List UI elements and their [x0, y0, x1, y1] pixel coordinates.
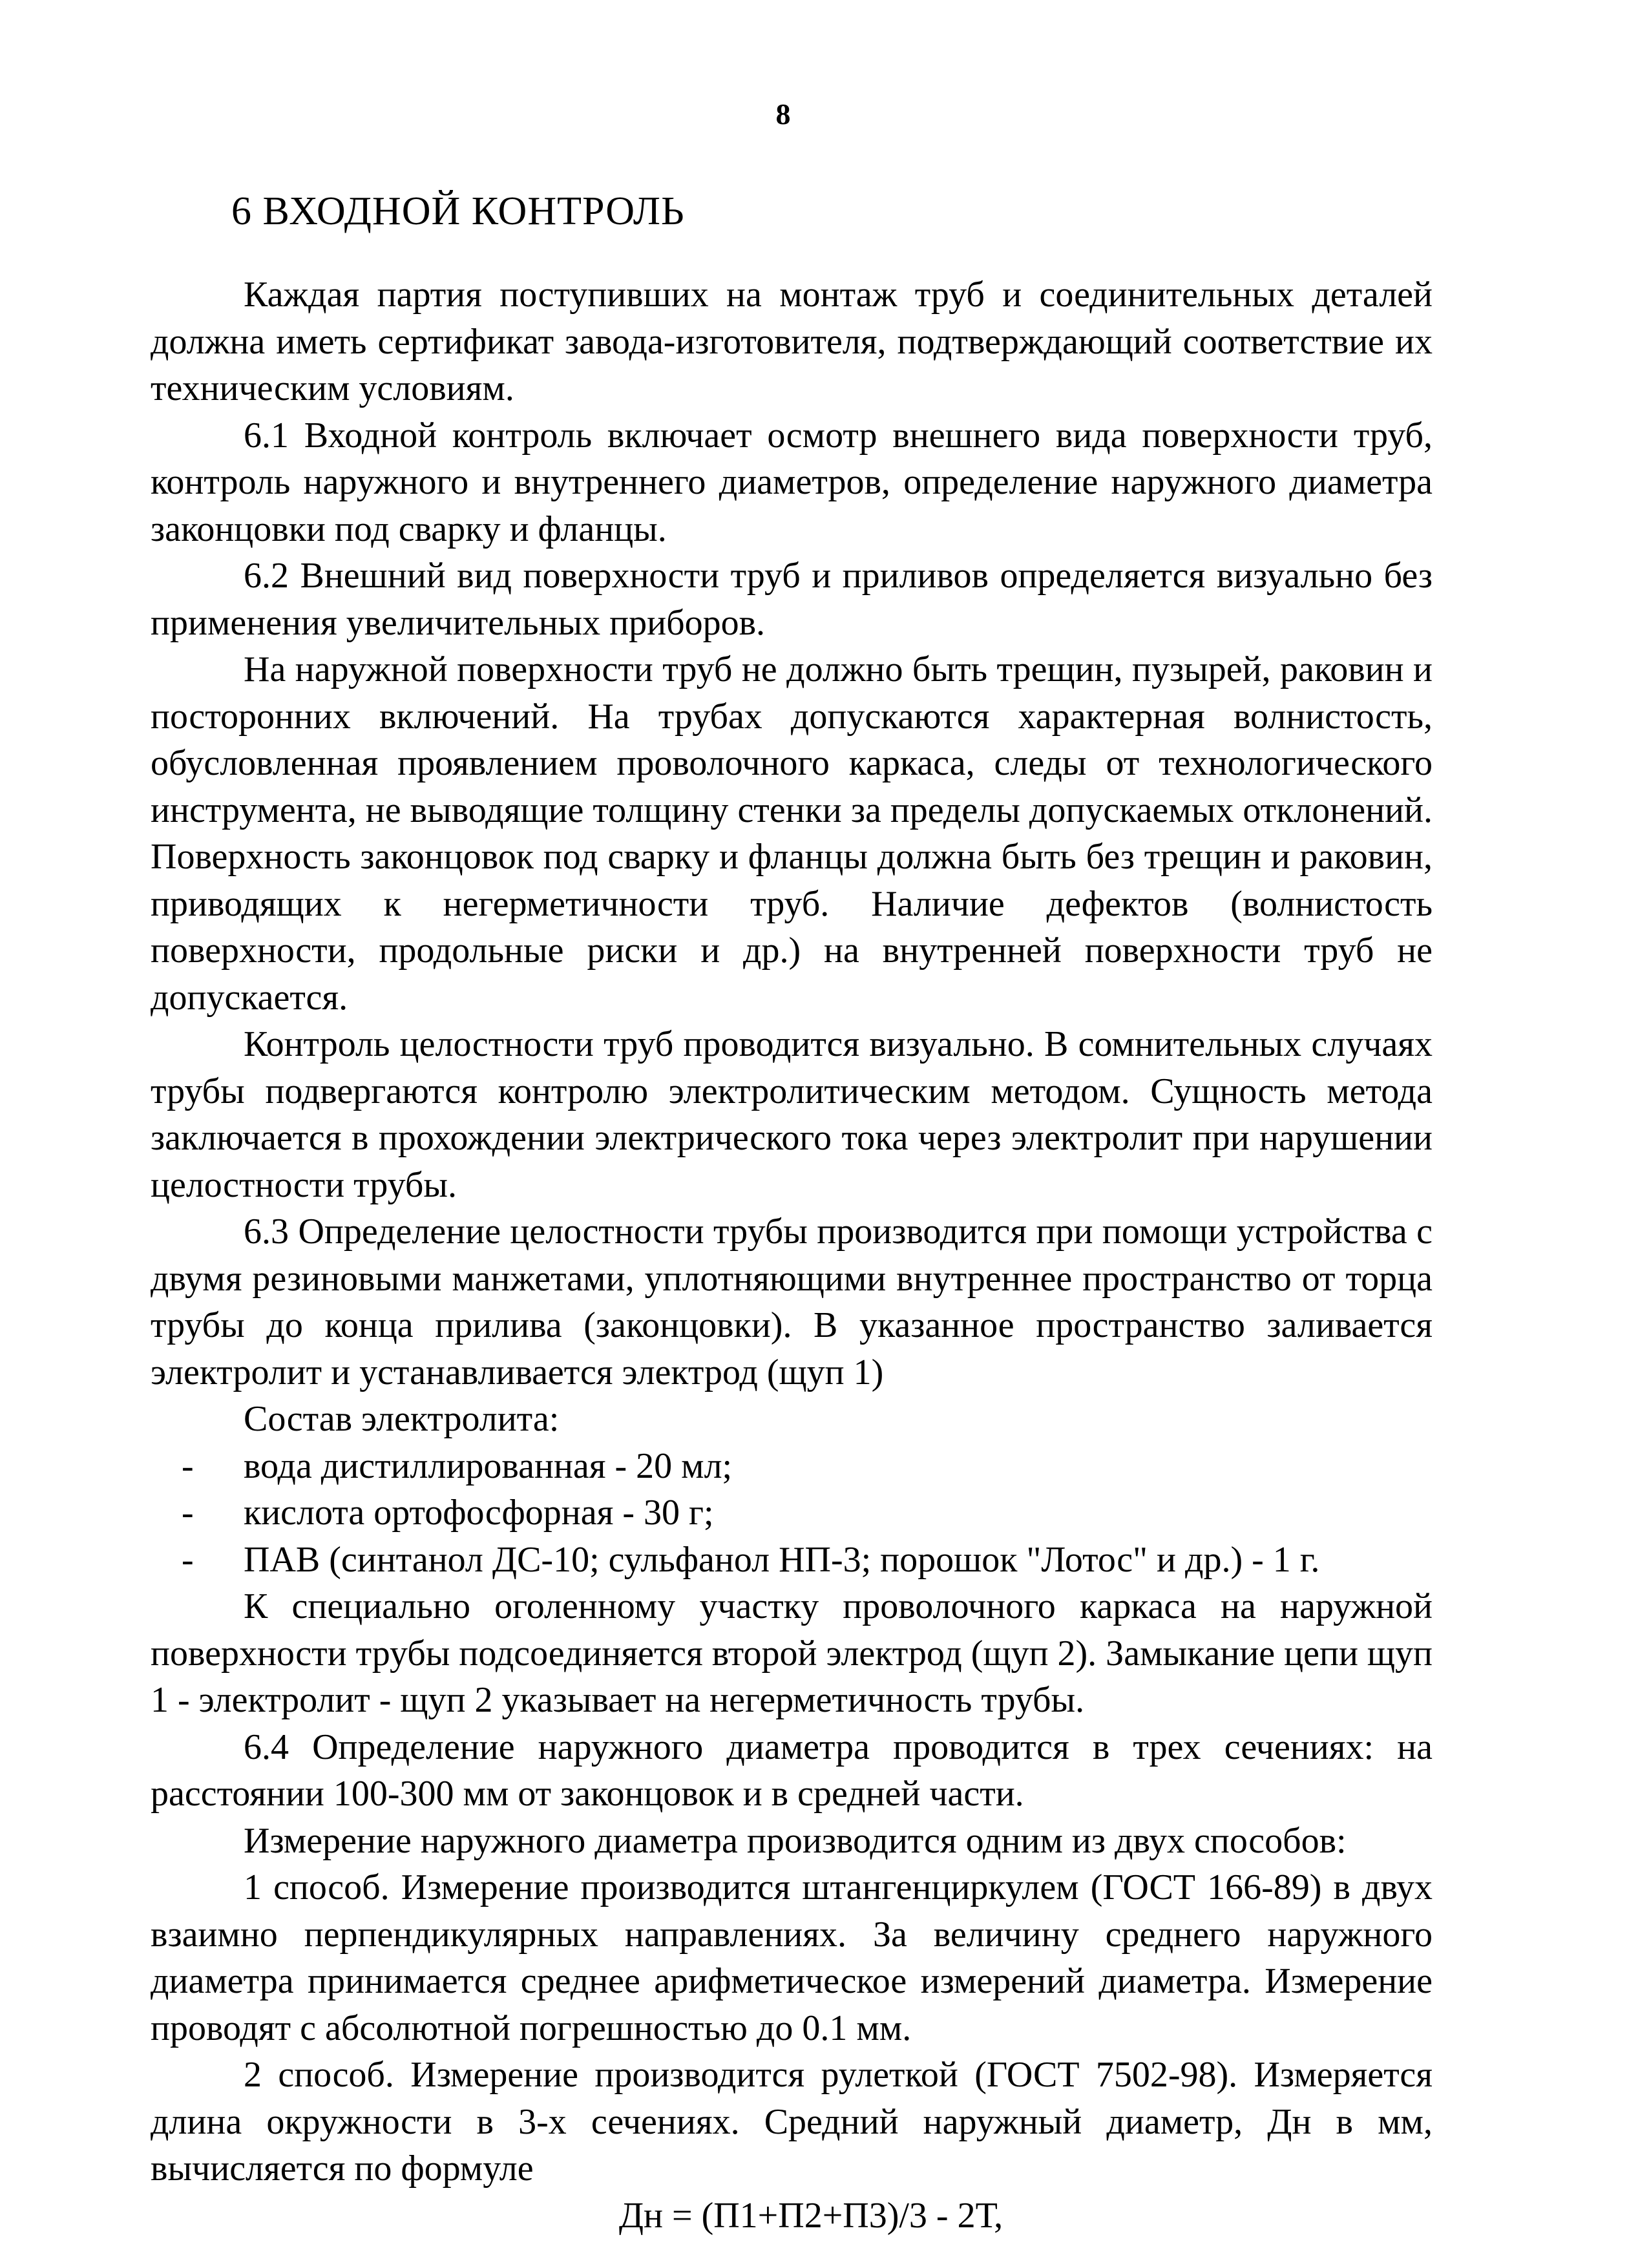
paragraph-method-2: 2 способ. Измерение производится рулеткой (ГОСТ 7502-98). Измеряется длина окружности в 3-х сечениях. Средний наружный диаметр, Дн в мм, вычисляется по формуле [151, 2055, 1433, 2189]
paragraph-surface-defects: На наружной поверхности труб не должно быть трещин, пузырей, раковин и посторонних включений. На трубах допускаются характерная волнистость, обусловленная проявлением проволочного каркаса, следы от технологического инструмента, не выводящие толщину стенки за пределы допускаемых отклонений. Поверхность законцовок под сварку и фланцы должна быть без трещин и раковин, приводящих к негерметичности труб. Наличие дефектов (волнистость поверхности, продольные риски и др.) на внутренней поверхности труб не допускается. [151, 649, 1433, 1018]
list-dash: - [182, 1539, 194, 1580]
paragraph-second-electrode: К специально оголенному участку проволочного каркаса на наружной поверхности трубы подсоединяется второй электрод (щуп 2). Замыкание цепи щуп 1 - электролит - щуп 2 указывает на негерметичность трубы. [151, 1586, 1433, 1720]
list-item-text: ПАВ (синтанол ДС-10; сульфанол НП-3; порошок "Лотос" и др.) - 1 г. [244, 1539, 1320, 1580]
paragraph-6-4: 6.4 Определение наружного диаметра проводится в трех сечениях: на расстоянии 100-300 мм от законцовок и в средней части. [151, 1727, 1433, 1814]
paragraph-6-2: 6.2 Внешний вид поверхности труб и приливов определяется визуально без применения увеличительных приборов. [151, 556, 1433, 643]
list-dash: - [182, 1445, 194, 1486]
list-item [151, 1537, 1433, 1584]
paragraph-6-1: 6.1 Входной контроль включает осмотр внешнего вида поверхности труб, контроль наружного и внутреннего диаметров, определение наружного диаметра законцовки под сварку и фланцы. [151, 415, 1433, 549]
paragraph-6-3: 6.3 Определение целостности трубы производится при помощи устройства с двумя резиновыми манжетами, уплотняющими внутреннее пространство от торца трубы до конца прилива (законцовки). В указанное пространство заливается электролит и устанавливается электрод (щуп 1) [151, 1212, 1433, 1392]
paragraph-1: Каждая партия поступивших на монтаж труб и соединительных деталей должна иметь сертификат завода-изготовителя, подтверждающий соответствие их техническим условиям. [151, 275, 1433, 408]
paragraph-measurement-methods: Измерение наружного диаметра производится одним из двух способов: [244, 1820, 1347, 1861]
paragraph-integrity-control: Контроль целостности труб проводится визуально. В сомнительных случаях трубы подвергаются контролю электролитическим методом. Сущность метода заключается в прохождении электрического тока через электролит при нарушении целостности трубы. [151, 1024, 1433, 1205]
diameter-formula: Дн = (П1+П2+П3)/3 - 2Т, [618, 2195, 1003, 2236]
list-dash: - [182, 1493, 194, 1533]
electrolyte-composition-list [151, 1443, 1433, 1584]
body-text [151, 271, 1433, 2239]
section-title: 6 ВХОДНОЙ КОНТРОЛЬ [231, 189, 685, 233]
list-item [151, 1443, 1433, 1490]
list-item-text: вода дистиллированная - 20 мл; [244, 1445, 733, 1486]
list-item [151, 1489, 1433, 1537]
page-number: 8 [775, 98, 791, 131]
paragraph-electrolyte-heading: Состав электролита: [244, 1399, 560, 1439]
paragraph-method-1: 1 способ. Измерение производится штангенциркулем (ГОСТ 166-89) в двух взаимно перпендикулярных направлениях. За величину среднего наружного диаметра принимается среднее арифметическое измерений диаметра. Измерение проводят с абсолютной погрешностью до 0.1 мм. [151, 1867, 1433, 2048]
list-item-text: кислота ортофосфорная - 30 г; [244, 1493, 714, 1533]
